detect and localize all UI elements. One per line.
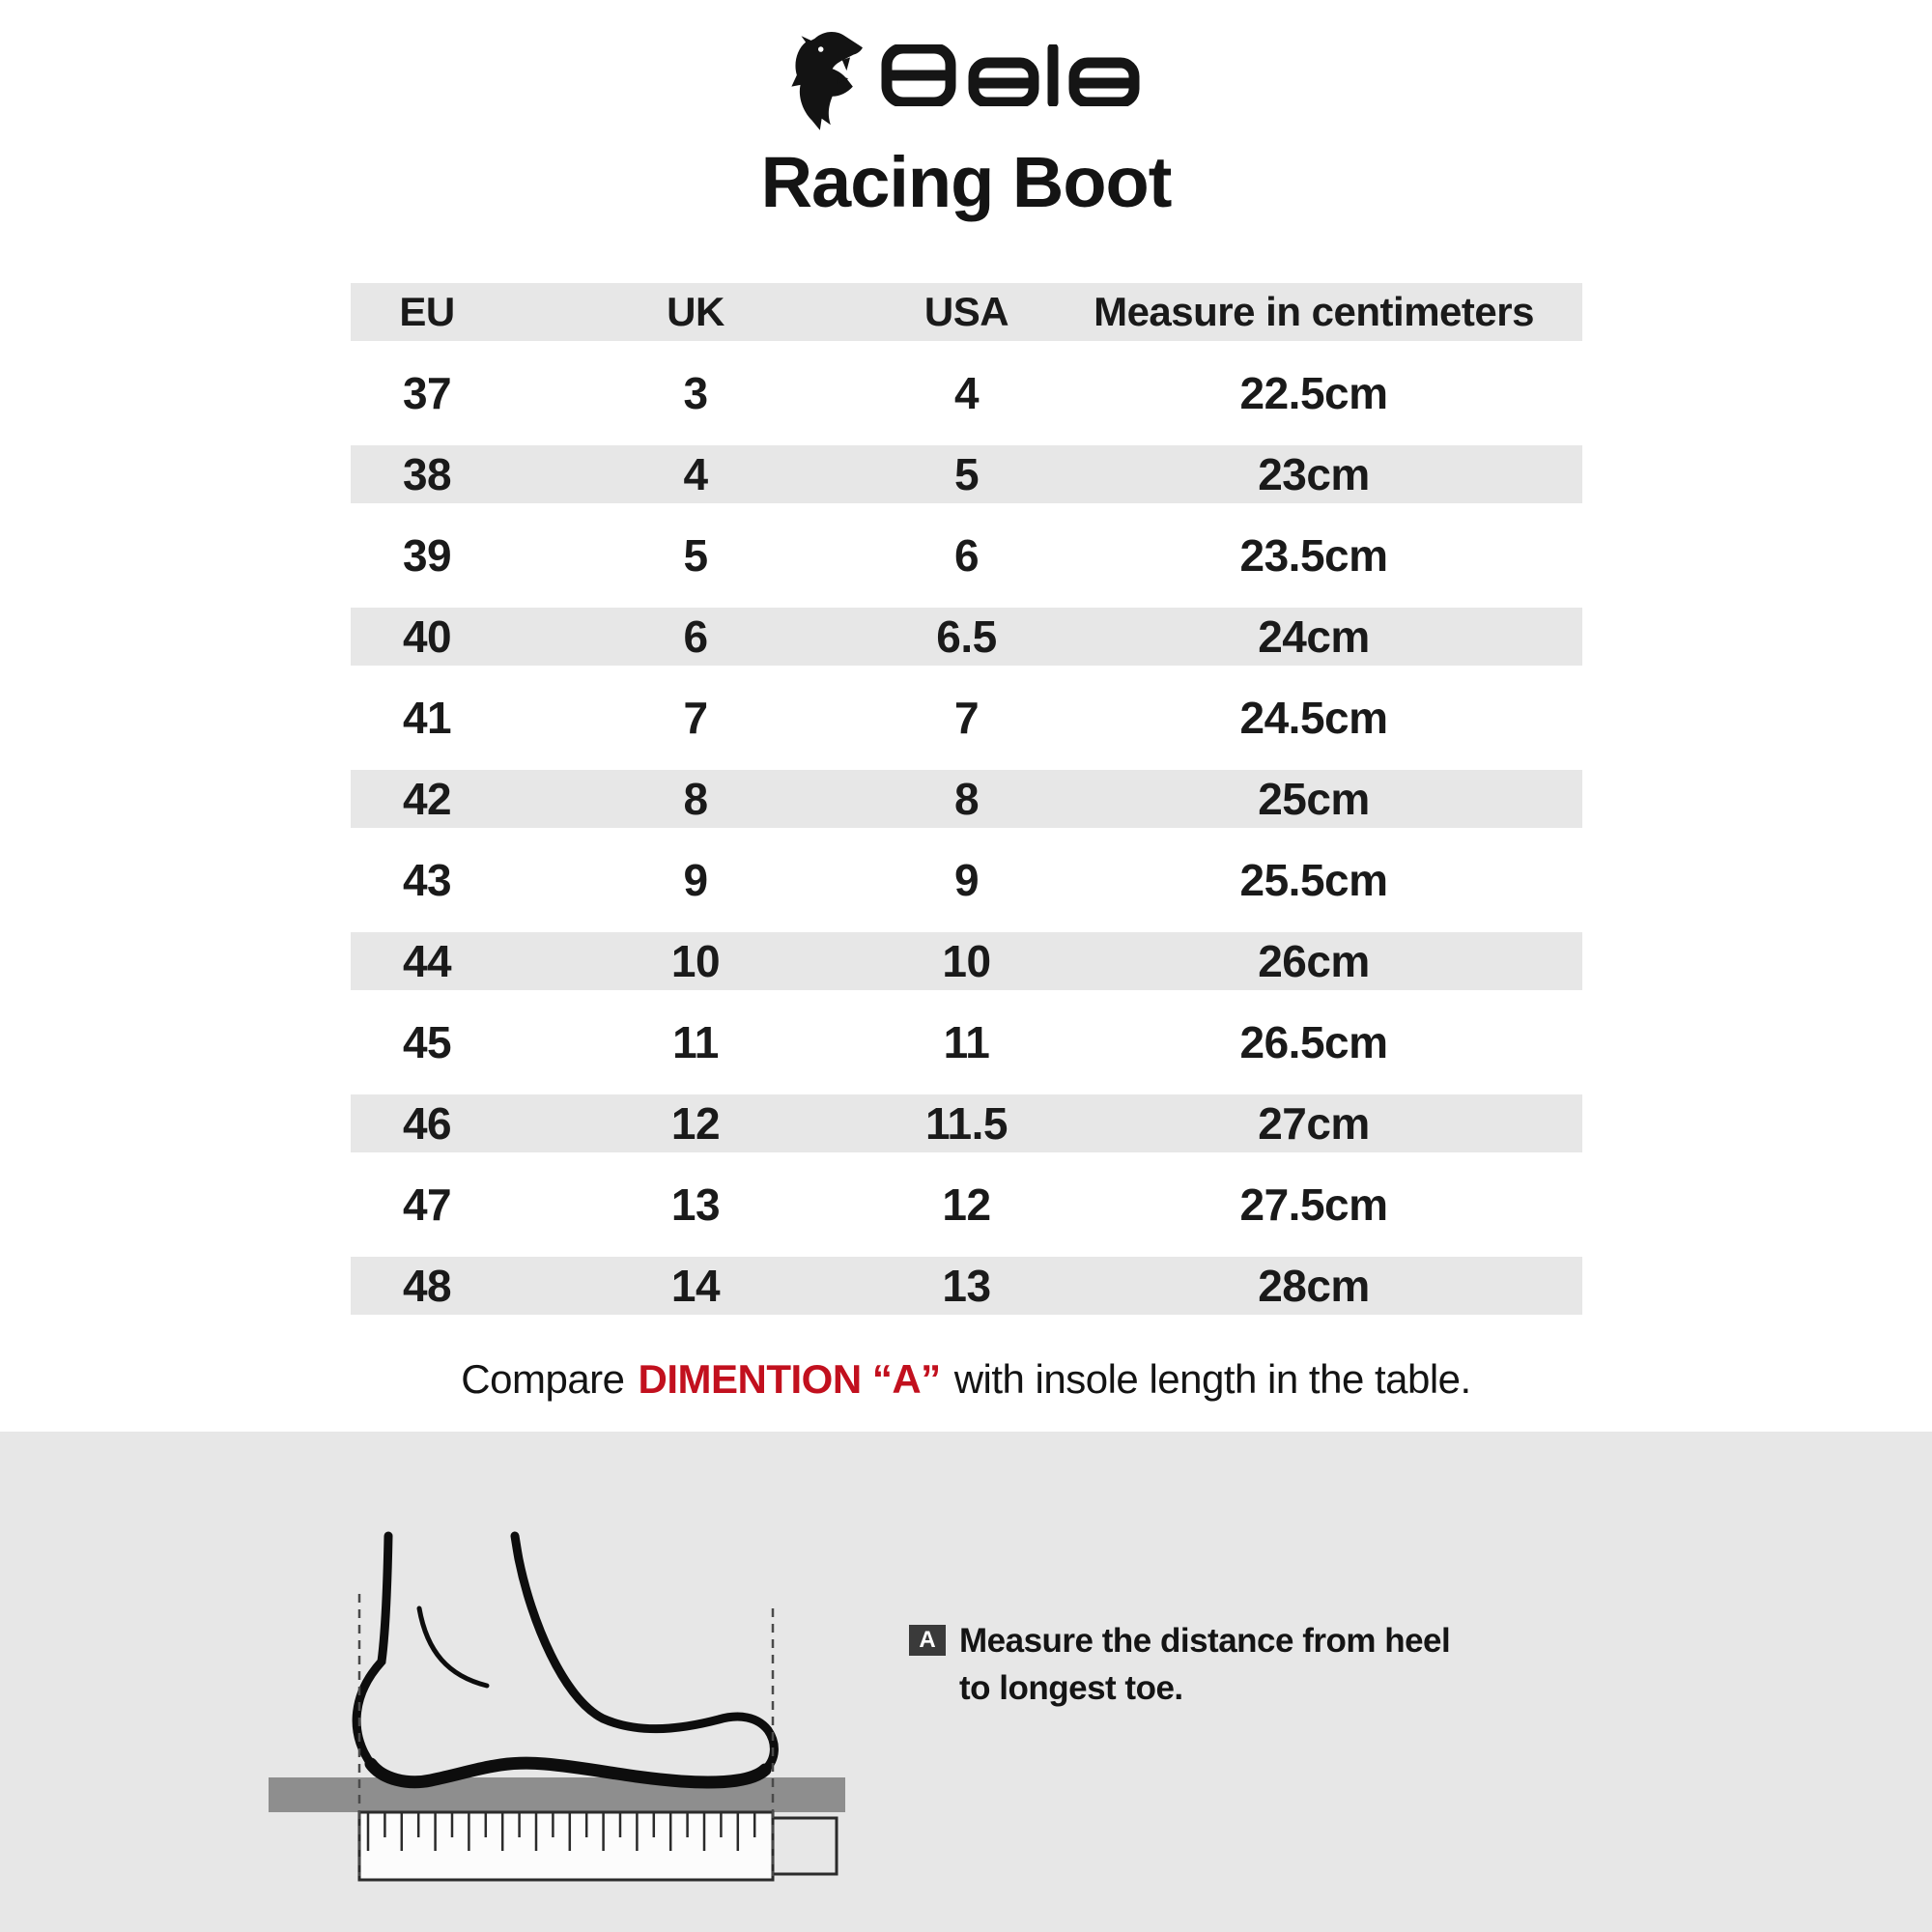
measure-instruction-line2: to longest toe.: [959, 1669, 1183, 1707]
column-header-uk: UK: [667, 289, 724, 334]
table-row: [351, 1245, 1582, 1326]
table-row: [351, 1002, 1582, 1083]
size-cell: 6: [953, 530, 980, 581]
table-row: [351, 596, 1582, 677]
size-cell: 38: [402, 449, 452, 499]
ground-bar: [269, 1777, 845, 1812]
foot-on-ruler-illustration: [242, 1478, 918, 1932]
foot-outline: [356, 1536, 774, 1782]
size-cell: 8: [683, 774, 708, 824]
measure-instruction-line1: Measure the distance from heel: [959, 1622, 1451, 1660]
column-header-eu: EU: [399, 289, 455, 334]
bear-roar-icon: [784, 29, 873, 137]
size-cell: 3: [683, 368, 708, 418]
size-cell: 9: [683, 855, 708, 905]
note-highlight: DIMENTION “A”: [638, 1356, 941, 1402]
size-cell: 42: [402, 774, 452, 824]
size-cell: 24.5cm: [1239, 693, 1388, 743]
size-cell: 7: [953, 693, 980, 743]
size-cell: 22.5cm: [1239, 368, 1388, 418]
table-row: [351, 434, 1582, 515]
size-table: [351, 271, 1582, 1326]
size-cell: 8: [953, 774, 980, 824]
size-cell: 27.5cm: [1239, 1179, 1388, 1230]
brand-wordmark: [877, 44, 1146, 106]
size-cell: 25cm: [1258, 774, 1370, 824]
table-row: [351, 353, 1582, 434]
size-cell: 46: [402, 1098, 452, 1149]
size-cell: 41: [402, 693, 452, 743]
table-row: [351, 758, 1582, 839]
ruler-end-box: [773, 1818, 837, 1874]
size-table-rows: [351, 353, 1582, 1326]
size-cell: 39: [402, 530, 452, 581]
dimension-a-badge: A: [909, 1625, 946, 1656]
table-row: [351, 921, 1582, 1002]
size-cell: 4: [683, 449, 708, 499]
size-cell: 26.5cm: [1239, 1017, 1388, 1067]
size-cell: 28cm: [1258, 1261, 1370, 1311]
size-cell: 14: [670, 1261, 721, 1311]
measure-instruction-text: [959, 1617, 1450, 1712]
size-cell: 47: [402, 1179, 452, 1230]
column-header-measure: Measure in centimeters: [1094, 289, 1534, 334]
size-cell: 10: [670, 936, 721, 986]
page-title: Racing Boot: [760, 142, 1172, 222]
table-row: [351, 1164, 1582, 1245]
size-cell: 11.5: [924, 1098, 1008, 1149]
table-row: [351, 839, 1582, 921]
size-cell: 23.5cm: [1239, 530, 1388, 581]
size-cell: 4: [953, 368, 980, 418]
size-cell: 43: [402, 855, 452, 905]
size-cell: 6.5: [936, 611, 997, 662]
size-cell: 27cm: [1258, 1098, 1370, 1149]
size-cell: 23cm: [1258, 449, 1370, 499]
size-cell: 24cm: [1258, 611, 1370, 662]
size-cell: 25.5cm: [1239, 855, 1388, 905]
table-row: [351, 515, 1582, 596]
note-prefix: Compare: [461, 1356, 625, 1402]
size-cell: 6: [683, 611, 708, 662]
note-suffix: with insole length in the table.: [953, 1356, 1471, 1402]
table-header-row: [351, 271, 1582, 353]
measure-panel: [0, 1432, 1932, 1932]
size-cell: 5: [683, 530, 708, 581]
size-cell: 12: [670, 1098, 721, 1149]
ankle-accent-line: [419, 1608, 487, 1686]
size-cell: 9: [953, 855, 980, 905]
size-cell: 48: [402, 1261, 452, 1311]
size-cell: 13: [670, 1179, 721, 1230]
size-cell: 11: [943, 1017, 990, 1067]
table-row: [351, 677, 1582, 758]
ruler: [359, 1812, 773, 1880]
table-row: [351, 1083, 1582, 1164]
size-cell: 13: [942, 1261, 991, 1311]
size-cell: 40: [402, 611, 452, 662]
size-cell: 37: [402, 368, 452, 418]
note-line: [0, 1356, 1932, 1403]
size-cell: 11: [672, 1017, 719, 1067]
size-cell: 7: [683, 693, 708, 743]
size-cell: 12: [942, 1179, 991, 1230]
column-header-usa: USA: [923, 289, 1009, 334]
size-cell: 44: [402, 936, 452, 986]
size-cell: 45: [402, 1017, 452, 1067]
size-cell: 10: [942, 936, 991, 986]
size-cell: 26cm: [1258, 936, 1370, 986]
size-cell: 5: [953, 449, 980, 499]
